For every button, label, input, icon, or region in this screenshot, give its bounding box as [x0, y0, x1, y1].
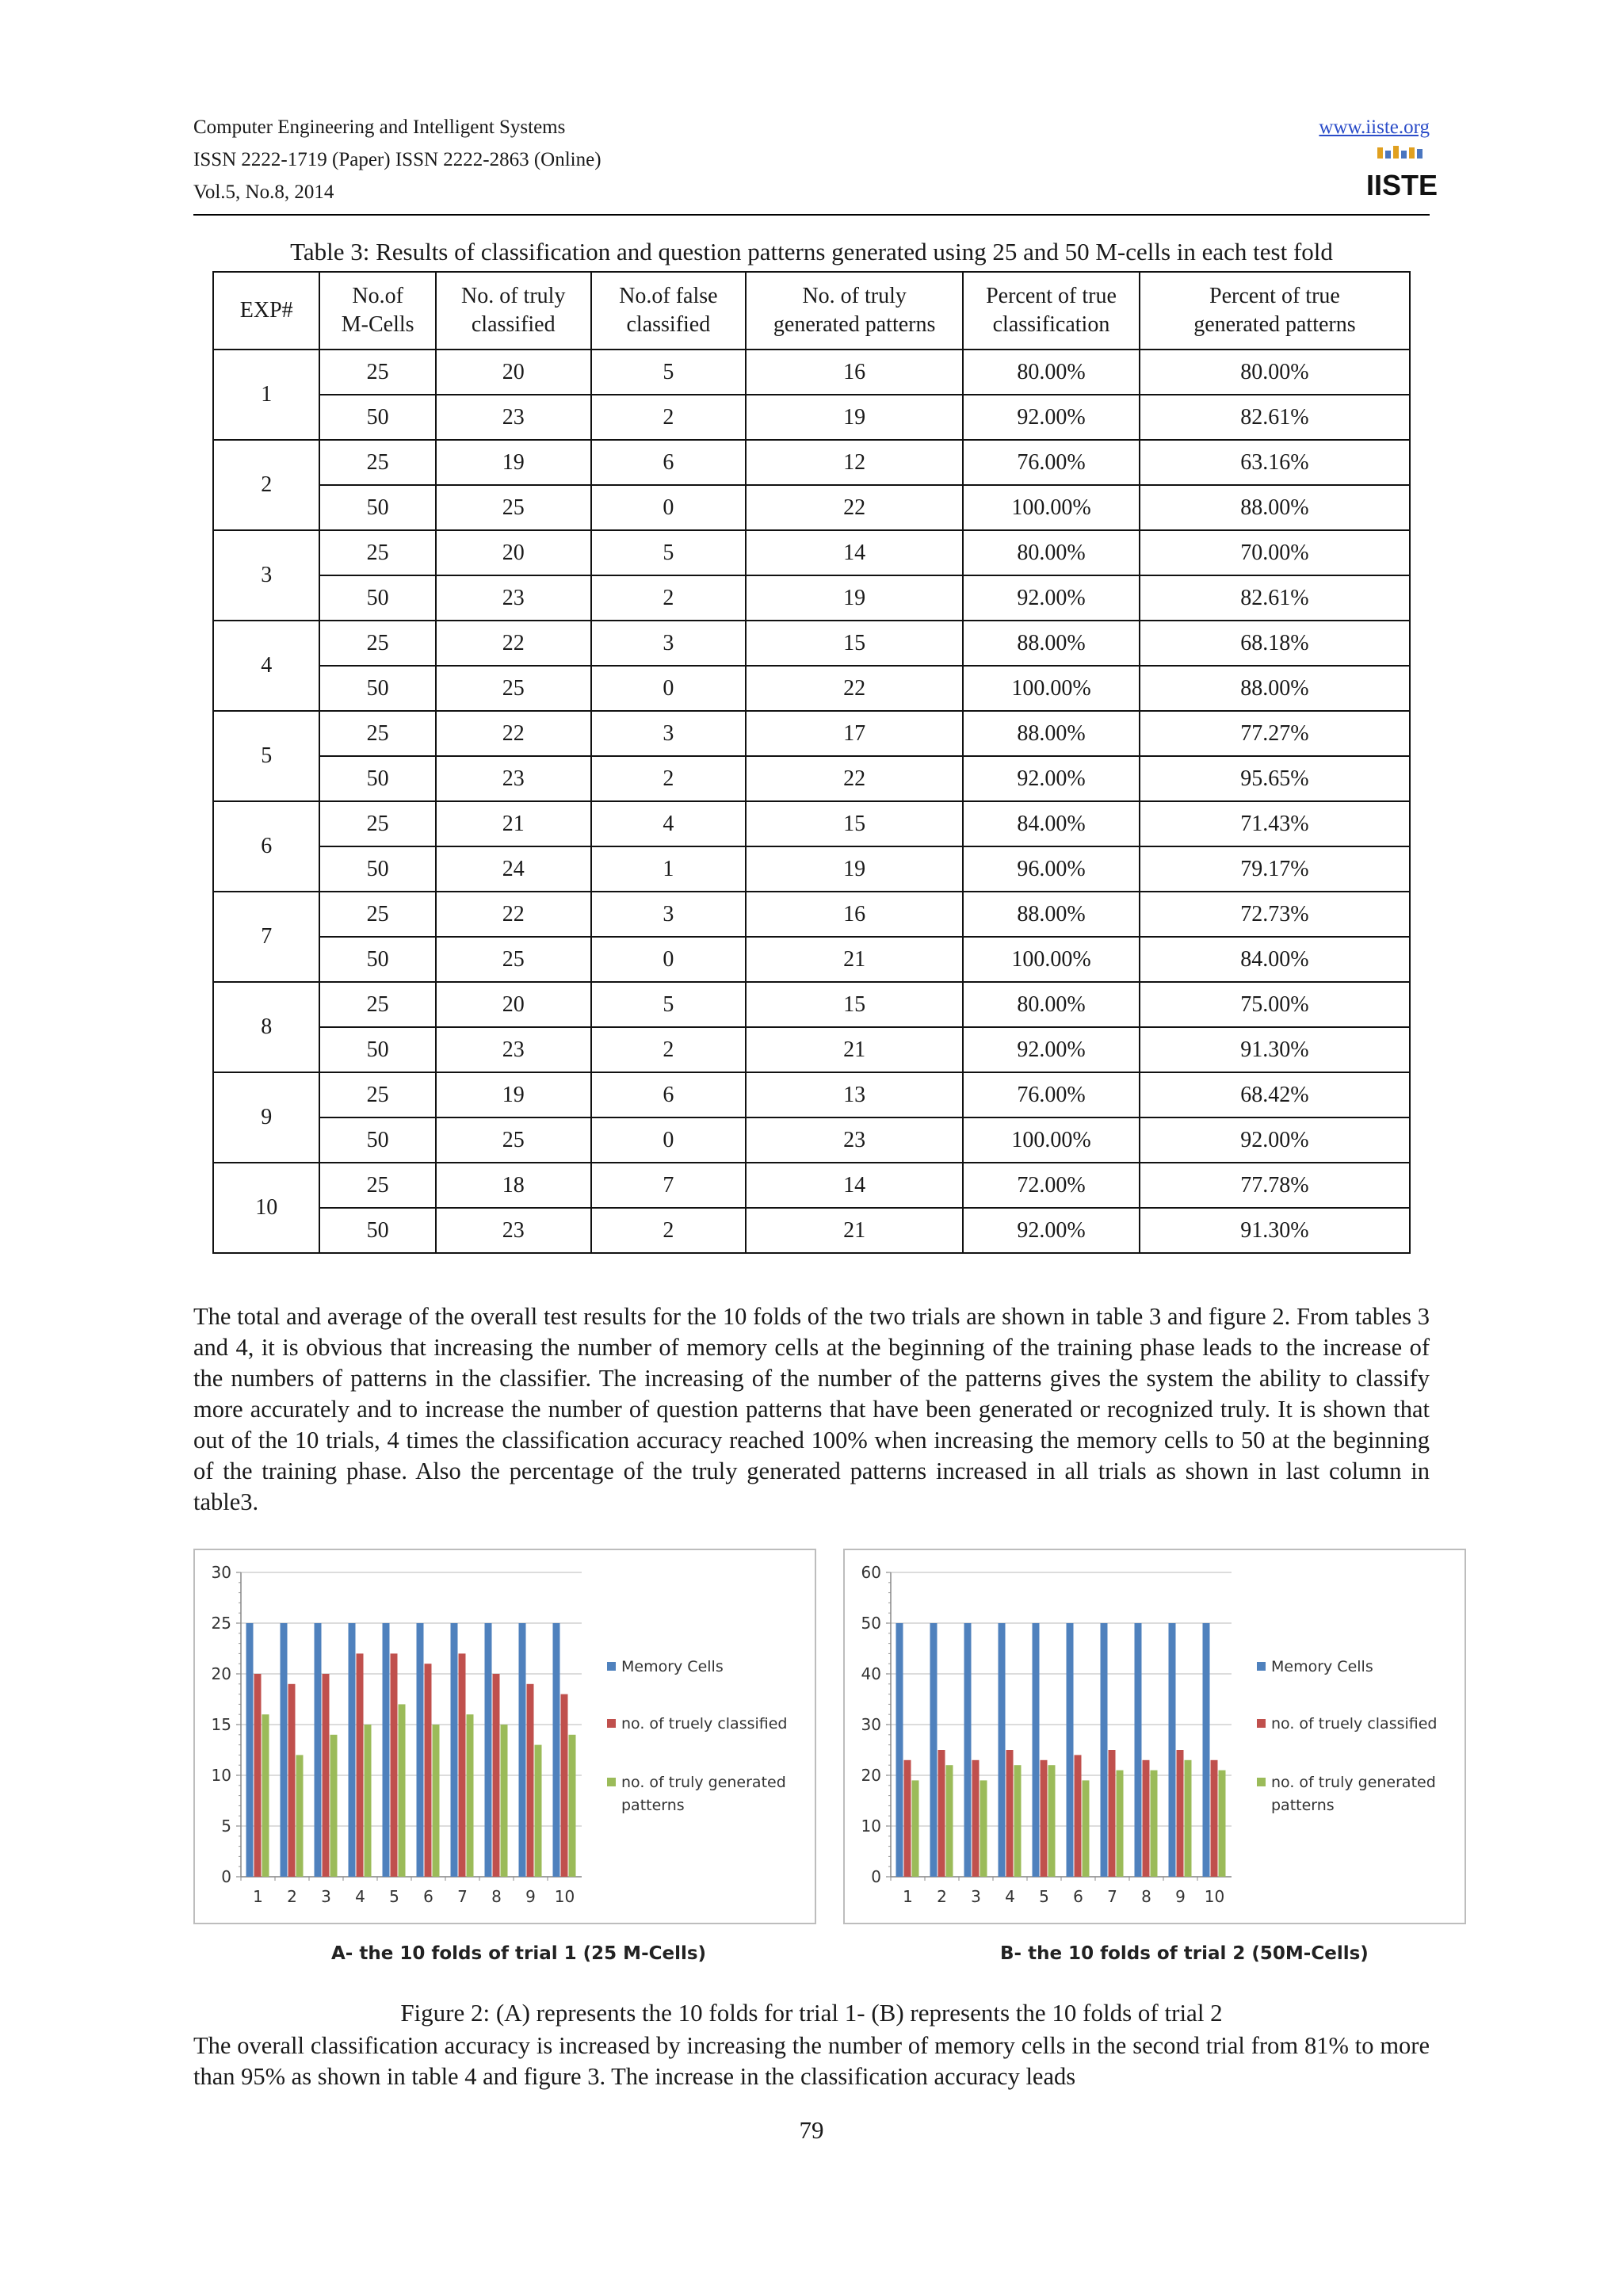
table-cell: 24: [436, 846, 591, 892]
issn-line: ISSN 2222-1719 (Paper) ISSN 2222-2863 (Online): [193, 149, 601, 170]
table-cell: 5: [591, 350, 747, 395]
table-cell: 88.00%: [963, 621, 1140, 666]
bar: [1177, 1750, 1184, 1877]
table-cell: 92.00%: [963, 1208, 1140, 1253]
table-row: [213, 1117, 1410, 1163]
table-cell: 15: [746, 982, 963, 1027]
y-tick-label: 10: [861, 1817, 881, 1836]
table-cell: 20: [436, 350, 591, 395]
table-cell: 17: [746, 711, 963, 756]
bar: [1135, 1623, 1142, 1877]
legend-label: patterns: [621, 1797, 685, 1814]
table-cell: 23: [746, 1117, 963, 1163]
bar: [1109, 1750, 1116, 1877]
y-tick-label: 15: [211, 1715, 231, 1734]
table-cell: 76.00%: [963, 440, 1140, 485]
table-row: [213, 846, 1410, 892]
table-cell: 25: [319, 440, 435, 485]
journal-name: Computer Engineering and Intelligent Systems: [193, 117, 566, 138]
legend-swatch: [607, 1719, 616, 1728]
table-header-cell: EXP#: [213, 272, 319, 350]
table-cell: 21: [436, 801, 591, 846]
bar: [904, 1760, 911, 1877]
bar: [553, 1623, 560, 1877]
table-cell: 92.00%: [963, 395, 1140, 440]
x-tick-label: 3: [971, 1887, 981, 1906]
bar: [281, 1623, 288, 1877]
bar: [999, 1623, 1006, 1877]
table-cell: 7: [591, 1163, 747, 1208]
table-cell: 0: [591, 937, 747, 982]
bar: [1143, 1760, 1150, 1877]
journal-url-link[interactable]: www.iiste.org: [1319, 117, 1430, 138]
legend-label: no. of truly generated: [621, 1774, 786, 1791]
legend-label: no. of truly generated: [1271, 1774, 1436, 1791]
table-cell: 50: [319, 846, 435, 892]
table-row: [213, 485, 1410, 530]
bar: [912, 1780, 919, 1877]
bar: [391, 1653, 398, 1877]
legend-swatch: [1257, 1719, 1266, 1728]
table-cell: 5: [591, 530, 747, 575]
x-tick-label: 9: [1175, 1887, 1186, 1906]
bar: [357, 1653, 364, 1877]
bar: [246, 1623, 254, 1877]
legend-label: Memory Cells: [1271, 1658, 1373, 1675]
table-cell: 3: [591, 711, 747, 756]
legend-swatch: [1257, 1662, 1266, 1671]
bar: [519, 1623, 526, 1877]
chart-a: [195, 1550, 815, 1923]
accuracy-paragraph: [193, 2030, 1430, 2092]
results-table: [212, 271, 1411, 1254]
exp-cell: 2: [213, 440, 319, 530]
bar: [501, 1725, 508, 1877]
y-tick-label: 40: [861, 1664, 881, 1683]
table-cell: 92.00%: [1140, 1117, 1410, 1163]
bar: [254, 1674, 262, 1877]
table-cell: 100.00%: [963, 485, 1140, 530]
legend-swatch: [607, 1778, 616, 1786]
table-cell: 100.00%: [963, 937, 1140, 982]
table-cell: 84.00%: [963, 801, 1140, 846]
table-cell: 88.00%: [963, 892, 1140, 937]
table-cell: 20: [436, 530, 591, 575]
table-cell: 16: [746, 892, 963, 937]
bar: [365, 1725, 372, 1877]
y-tick-label: 10: [211, 1766, 231, 1785]
y-tick-label: 20: [861, 1766, 881, 1785]
chart-b: [845, 1550, 1465, 1923]
exp-cell: 6: [213, 801, 319, 892]
table-row: [213, 756, 1410, 801]
table-cell: 70.00%: [1140, 530, 1410, 575]
bar: [288, 1684, 296, 1877]
bar: [399, 1704, 406, 1877]
table-cell: 22: [436, 621, 591, 666]
table-cell: 100.00%: [963, 1117, 1140, 1163]
table-cell: 68.42%: [1140, 1072, 1410, 1117]
bar: [330, 1735, 338, 1877]
x-tick-label: 5: [1039, 1887, 1049, 1906]
table-cell: 2: [591, 575, 747, 621]
table-header-cell: No. of truly generated patterns: [746, 272, 963, 350]
table-cell: 88.00%: [1140, 485, 1410, 530]
table-cell: 2: [591, 1027, 747, 1072]
table-cell: 5: [591, 982, 747, 1027]
legend-swatch: [1257, 1778, 1266, 1786]
y-tick-label: 30: [211, 1563, 231, 1582]
table-cell: 6: [591, 1072, 747, 1117]
table-cell: 0: [591, 1117, 747, 1163]
x-tick-label: 8: [491, 1887, 502, 1906]
table-cell: 50: [319, 666, 435, 711]
table-cell: 92.00%: [963, 756, 1140, 801]
exp-cell: 5: [213, 711, 319, 801]
header-rule: [193, 214, 1430, 216]
table-cell: 88.00%: [1140, 666, 1410, 711]
table-cell: 4: [591, 801, 747, 846]
table-cell: 16: [746, 350, 963, 395]
bar: [1033, 1623, 1040, 1877]
table-row: [213, 666, 1410, 711]
table-cell: 88.00%: [963, 711, 1140, 756]
table-cell: 92.00%: [963, 1027, 1140, 1072]
table-cell: 95.65%: [1140, 756, 1410, 801]
x-tick-label: 7: [1107, 1887, 1117, 1906]
bar: [1048, 1765, 1056, 1877]
chart-a-frame: [193, 1549, 816, 1924]
table-cell: 50: [319, 756, 435, 801]
table-cell: 77.27%: [1140, 711, 1410, 756]
volume-line: Vol.5, No.8, 2014: [193, 181, 334, 203]
bar: [535, 1745, 542, 1877]
table-cell: 23: [436, 1208, 591, 1253]
x-tick-label: 9: [525, 1887, 536, 1906]
bar: [349, 1623, 356, 1877]
table-cell: 25: [319, 892, 435, 937]
table-cell: 25: [436, 1117, 591, 1163]
table-header-cell: No. of truly classified: [436, 272, 591, 350]
table-cell: 25: [319, 1163, 435, 1208]
y-tick-label: 30: [861, 1715, 881, 1734]
legend-label: no. of truely classified: [1271, 1715, 1438, 1733]
table-cell: 22: [746, 756, 963, 801]
exp-cell: 3: [213, 530, 319, 621]
table-cell: 22: [746, 666, 963, 711]
table-cell: 14: [746, 1163, 963, 1208]
bar: [451, 1623, 458, 1877]
chart-b-title: B- the 10 folds of trial 2 (50M-Cells): [1000, 1943, 1369, 1964]
table-cell: 50: [319, 485, 435, 530]
table-row: [213, 1027, 1410, 1072]
bar: [1211, 1760, 1218, 1877]
x-tick-label: 4: [1005, 1887, 1015, 1906]
table-cell: 50: [319, 1027, 435, 1072]
table-cell: 72.73%: [1140, 892, 1410, 937]
table-cell: 12: [746, 440, 963, 485]
exp-cell: 10: [213, 1163, 319, 1253]
table-cell: 76.00%: [963, 1072, 1140, 1117]
exp-cell: 9: [213, 1072, 319, 1163]
table-row: [213, 711, 1410, 756]
legend-label: no. of truely classified: [621, 1715, 788, 1733]
table-cell: 25: [319, 350, 435, 395]
bar: [459, 1653, 466, 1877]
table-cell: 1: [591, 846, 747, 892]
table-cell: 23: [436, 395, 591, 440]
table-cell: 23: [436, 1027, 591, 1072]
bar: [1117, 1771, 1124, 1877]
table-cell: 0: [591, 666, 747, 711]
table-cell: 19: [746, 395, 963, 440]
table-cell: 80.00%: [963, 982, 1140, 1027]
bar: [972, 1760, 980, 1877]
table-cell: 2: [591, 756, 747, 801]
bar: [1014, 1765, 1022, 1877]
x-tick-label: 10: [1204, 1887, 1225, 1906]
table-cell: 18: [436, 1163, 591, 1208]
table-cell: 75.00%: [1140, 982, 1410, 1027]
logo-text: IISTE: [1365, 169, 1438, 201]
table-cell: 21: [746, 937, 963, 982]
paragraph-text: The overall classification accuracy is increased by increasing the number of memory cells in the second trial from 81% to more than 95% as shown in table 4 and figure 3. The increase in the classification accuracy leads: [193, 2032, 1430, 2090]
table-cell: 80.00%: [963, 530, 1140, 575]
table-cell: 79.17%: [1140, 846, 1410, 892]
table-cell: 20: [436, 982, 591, 1027]
x-tick-label: 6: [1073, 1887, 1083, 1906]
table-cell: 2: [591, 1208, 747, 1253]
bar: [467, 1714, 474, 1877]
table-row: [213, 982, 1410, 1027]
bar: [1041, 1760, 1048, 1877]
x-tick-label: 3: [321, 1887, 331, 1906]
table-cell: 72.00%: [963, 1163, 1140, 1208]
bar: [1083, 1780, 1090, 1877]
table-cell: 91.30%: [1140, 1208, 1410, 1253]
table-cell: 21: [746, 1027, 963, 1072]
y-tick-label: 25: [211, 1614, 231, 1633]
table-cell: 63.16%: [1140, 440, 1410, 485]
table-header-row: [213, 272, 1410, 350]
table-cell: 80.00%: [963, 350, 1140, 395]
table-cell: 82.61%: [1140, 395, 1410, 440]
table-cell: 19: [436, 1072, 591, 1117]
table-cell: 2: [591, 395, 747, 440]
table-cell: 71.43%: [1140, 801, 1410, 846]
x-tick-label: 7: [457, 1887, 468, 1906]
page-number: 79: [799, 2116, 824, 2144]
bar: [896, 1623, 903, 1877]
bar: [569, 1735, 576, 1877]
table-cell: 22: [436, 711, 591, 756]
x-tick-label: 2: [287, 1887, 297, 1906]
exp-cell: 7: [213, 892, 319, 982]
figure-caption: Figure 2: (A) represents the 10 folds for trial 1- (B) represents the 10 folds of trial 2: [400, 1999, 1223, 2027]
table-cell: 23: [436, 756, 591, 801]
bar: [1151, 1771, 1158, 1877]
x-tick-label: 1: [253, 1887, 263, 1906]
table-row: [213, 1208, 1410, 1253]
bar: [1185, 1760, 1192, 1877]
bar: [383, 1623, 390, 1877]
table-cell: 3: [591, 621, 747, 666]
bar: [964, 1623, 972, 1877]
table-cell: 68.18%: [1140, 621, 1410, 666]
y-tick-label: 0: [221, 1867, 231, 1886]
exp-cell: 1: [213, 350, 319, 440]
x-tick-label: 6: [423, 1887, 433, 1906]
table-cell: 0: [591, 485, 747, 530]
table-row: [213, 530, 1410, 575]
table-row: [213, 395, 1410, 440]
bar: [930, 1623, 938, 1877]
table-cell: 50: [319, 1208, 435, 1253]
y-tick-label: 50: [861, 1614, 881, 1633]
y-tick-label: 60: [861, 1563, 881, 1582]
table-row: [213, 350, 1410, 395]
table-cell: 91.30%: [1140, 1027, 1410, 1072]
table-cell: 25: [436, 937, 591, 982]
table-cell: 22: [746, 485, 963, 530]
table-cell: 25: [319, 621, 435, 666]
table-cell: 19: [436, 440, 591, 485]
bar: [1067, 1623, 1074, 1877]
table-cell: 23: [436, 575, 591, 621]
bar: [1219, 1771, 1226, 1877]
table-cell: 96.00%: [963, 846, 1140, 892]
table-cell: 25: [436, 666, 591, 711]
bar: [425, 1664, 432, 1877]
paragraph-text: The total and average of the overall test results for the 10 folds of the two trials are shown in table 3 and figure 2. From tables 3 and 4, it is obvious that increasing the number of memory cells at the beginning of the training phase leads to the increase of the numbers of patterns in the classifier. The increasing of the number of the patterns gives the system the ability to classify more accurately and to increase the number of question patterns that have been generated or recognized truly. It is shown that out of the 10 trials, 4 times the classification accuracy reached 100% when increasing the memory cells to 50 at the beginning of the training phase. Also the percentage of the truly generated patterns increased in all trials as shown in last column in table3.: [193, 1303, 1430, 1515]
table-cell: 92.00%: [963, 575, 1140, 621]
iiste-logo-icon: [1365, 146, 1438, 206]
table-cell: 80.00%: [1140, 350, 1410, 395]
page-header: [193, 111, 1438, 208]
bar: [938, 1750, 945, 1877]
bar: [323, 1674, 330, 1877]
table-cell: 22: [436, 892, 591, 937]
table-cell: 82.61%: [1140, 575, 1410, 621]
table-cell: 13: [746, 1072, 963, 1117]
table-header-cell: Percent of true classification: [963, 272, 1140, 350]
table-row: [213, 575, 1410, 621]
bar: [485, 1623, 492, 1877]
bar: [561, 1694, 568, 1877]
table-caption: Table 3: Results of classification and question patterns generated using 25 and 50 M-cells in each test fold: [290, 238, 1333, 266]
legend-swatch: [607, 1662, 616, 1671]
table-cell: 15: [746, 801, 963, 846]
table-row: [213, 1072, 1410, 1117]
legend-label: patterns: [1271, 1797, 1335, 1814]
table-cell: 19: [746, 575, 963, 621]
table-cell: 100.00%: [963, 666, 1140, 711]
table-row: [213, 892, 1410, 937]
table-cell: 25: [319, 801, 435, 846]
table-row: [213, 801, 1410, 846]
table-cell: 14: [746, 530, 963, 575]
bar: [1169, 1623, 1176, 1877]
bar: [1075, 1755, 1082, 1877]
exp-cell: 8: [213, 982, 319, 1072]
table-cell: 84.00%: [1140, 937, 1410, 982]
x-tick-label: 2: [937, 1887, 947, 1906]
table-cell: 77.78%: [1140, 1163, 1410, 1208]
table-row: [213, 621, 1410, 666]
x-tick-label: 8: [1141, 1887, 1151, 1906]
table-cell: 50: [319, 937, 435, 982]
results-paragraph: [193, 1301, 1430, 1518]
table-header-cell: No.of M-Cells: [319, 272, 435, 350]
table-cell: 21: [746, 1208, 963, 1253]
chart-b-frame: [843, 1549, 1466, 1924]
table-cell: 25: [319, 711, 435, 756]
bar: [296, 1755, 304, 1877]
y-tick-label: 0: [871, 1867, 881, 1886]
table-header-cell: Percent of true generated patterns: [1140, 272, 1410, 350]
x-tick-label: 1: [903, 1887, 913, 1906]
x-tick-label: 4: [355, 1887, 365, 1906]
exp-cell: 4: [213, 621, 319, 711]
bar: [980, 1780, 987, 1877]
y-tick-label: 5: [221, 1817, 231, 1836]
chart-a-title: A- the 10 folds of trial 1 (25 M-Cells): [331, 1943, 707, 1964]
bar: [315, 1623, 322, 1877]
bar: [1101, 1623, 1108, 1877]
table-cell: 50: [319, 395, 435, 440]
bar: [417, 1623, 424, 1877]
table-cell: 50: [319, 575, 435, 621]
table-cell: 3: [591, 892, 747, 937]
table-cell: 6: [591, 440, 747, 485]
table-cell: 25: [319, 1072, 435, 1117]
table-header-cell: No.of false classified: [591, 272, 747, 350]
bar: [433, 1725, 440, 1877]
table-body: [213, 350, 1410, 1253]
bar: [1203, 1623, 1210, 1877]
legend-label: Memory Cells: [621, 1658, 724, 1675]
table-cell: 25: [319, 982, 435, 1027]
bar: [262, 1714, 269, 1877]
bar: [1006, 1750, 1014, 1877]
table-row: [213, 1163, 1410, 1208]
bar: [493, 1674, 500, 1877]
bar: [527, 1684, 534, 1877]
bar: [946, 1765, 953, 1877]
table-cell: 19: [746, 846, 963, 892]
table-row: [213, 937, 1410, 982]
table-cell: 15: [746, 621, 963, 666]
x-tick-label: 10: [554, 1887, 575, 1906]
table-cell: 25: [436, 485, 591, 530]
x-tick-label: 5: [389, 1887, 399, 1906]
table-row: [213, 440, 1410, 485]
y-tick-label: 20: [211, 1664, 231, 1683]
table-cell: 25: [319, 530, 435, 575]
table-cell: 50: [319, 1117, 435, 1163]
